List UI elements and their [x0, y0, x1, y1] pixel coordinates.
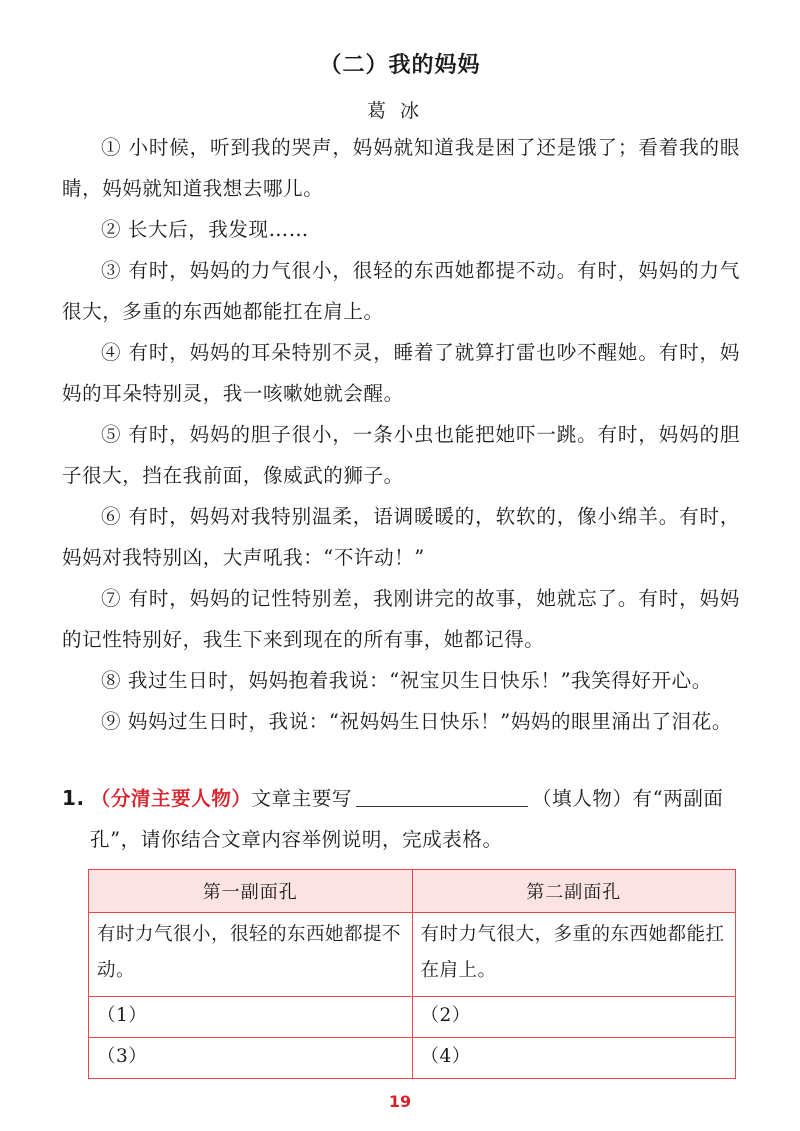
paragraph-3: ③ 有时，妈妈的力气很小，很轻的东西她都提不动。有时，妈妈的力气很大，多重的东西她都能扛在肩上。 [62, 259, 740, 323]
question-text-before: 文章主要写 [251, 787, 353, 810]
answer-cell-2[interactable]: （2） [412, 997, 735, 1038]
page-number: 19 [388, 1092, 412, 1111]
question-1 [62, 778, 752, 860]
paragraph-2: ② 长大后，我发现…… [101, 218, 309, 241]
paragraph-6: ⑥ 有时，妈妈对我特别温柔，语调暖暖的，软软的，像小绵羊。有时，妈妈对我特别凶，大声吼我：“不许动！” [62, 505, 740, 569]
question-line-1 [62, 778, 752, 819]
answer-cell-3[interactable]: （3） [89, 1038, 412, 1079]
answer-blank-character[interactable] [356, 784, 528, 807]
header-first-face: 第一副面孔 [89, 870, 412, 913]
paragraph-9: ⑨ 妈妈过生日时，我说：“祝妈妈生日快乐！”妈妈的眼里涌出了泪花。 [101, 710, 732, 733]
example-first-face: 有时力气很小，很轻的东西她都提不动。 [89, 913, 412, 997]
two-faces-table [88, 869, 736, 1079]
paragraph-4: ④ 有时，妈妈的耳朵特别不灵，睡着了就算打雷也吵不醒她。有时，妈妈的耳朵特别灵，我一咳嗽她就会醒。 [62, 341, 740, 405]
question-tag: （分清主要人物） [90, 787, 252, 810]
paragraph-5: ⑤ 有时，妈妈的胆子很小，一条小虫也能把她吓一跳。有时，妈妈的胆子很大，挡在我前面，像威武的狮子。 [62, 423, 740, 487]
table-row [89, 997, 735, 1038]
answer-cell-1[interactable]: （1） [89, 997, 412, 1038]
table-header-row [89, 870, 735, 913]
article-body [62, 127, 740, 742]
question-number: 1. [62, 786, 85, 810]
paragraph-8: ⑧ 我过生日时，妈妈抱着我说：“祝宝贝生日快乐！”我笑得好开心。 [101, 669, 712, 692]
paragraph-7: ⑦ 有时，妈妈的记性特别差，我刚讲完的故事，她就忘了。有时，妈妈的记性特别好，我生下来到现在的所有事，她都记得。 [62, 587, 740, 651]
table-row [89, 1038, 735, 1079]
table-row [89, 913, 735, 997]
example-second-face: 有时力气很大，多重的东西她都能扛在肩上。 [412, 913, 735, 997]
question-text-after: （填人物）有“两副面 [532, 787, 724, 810]
page-title: （二）我的妈妈 [319, 53, 481, 78]
question-line-2: 孔”，请你结合文章内容举例说明，完成表格。 [90, 828, 503, 851]
header-second-face: 第二副面孔 [412, 870, 735, 913]
paragraph-1: ① 小时候，听到我的哭声，妈妈就知道我是困了还是饿了；看着我的眼睛，妈妈就知道我想去哪儿。 [62, 136, 740, 200]
answer-cell-4[interactable]: （4） [420, 1046, 471, 1067]
author-name: 葛冰 [366, 100, 433, 122]
